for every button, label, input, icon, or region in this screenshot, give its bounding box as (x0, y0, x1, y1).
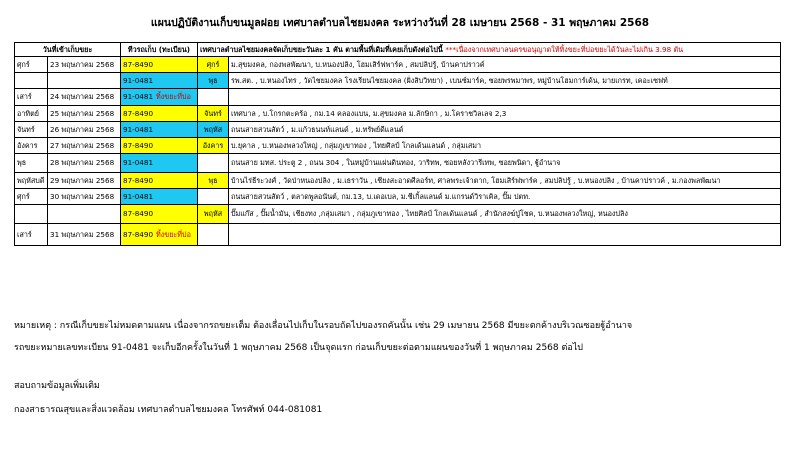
table-row (15, 154, 781, 173)
date-cell: 27 พฤษภาคม 2568 (48, 138, 121, 154)
date-cell: 30 พฤษภาคม 2568 (48, 189, 121, 205)
truck-cell (121, 154, 198, 173)
area-cell (229, 224, 781, 246)
zone-day-cell (198, 89, 229, 106)
truck-plate: 91-0481 (123, 191, 154, 201)
schedule-table (14, 42, 781, 246)
truck-plate: 87-8490 (123, 209, 154, 218)
contact-line: กองสาธารณสุขและสิ่งแวดล้อม เทศบาลตำบลไชยมงคล โทรศัพท์ 044-081081 (14, 405, 323, 415)
zone-day-cell: ศุกร์ (198, 57, 229, 73)
date-cell (48, 73, 121, 89)
date-cell (48, 205, 121, 224)
table-row (15, 57, 781, 73)
table-row (15, 89, 781, 106)
header-area (198, 43, 781, 57)
area-cell: รพ.สต. , บ.หนองไทร , วัดไชยมงคล โรงเรียนไชยมงคล (ฝั่งสิบวิทยา) , เบนซ์มาร์ค, ซอยพรพมาพร, หมู่บ้านโฮมการ์เด้น, มายเกรท, เคอะเซฟท์ (229, 73, 781, 89)
table-header-row (15, 43, 781, 57)
truck-cell (121, 73, 198, 89)
truck-plate: 87-8490 (123, 59, 154, 69)
date-cell: 29 พฤษภาคม 2568 (48, 173, 121, 189)
page-title: แผนปฏิบัติงานเก็บขนมูลฝอย เทศบาลตำบลไชยมงคล ระหว่างวันที่ 28 เมษายน 2568 - 31 พฤษภาคม 2568 (150, 17, 650, 29)
table-row (15, 73, 781, 89)
date-cell: 31 พฤษภาคม 2568 (48, 224, 121, 246)
area-cell: เทศบาล , บ.โกรกตะคร้อ , กม.14 คลองแบน, ม.สุขมงคล ม.ลักษิกา , ม.โคราชวิลเลจ 2,3 (229, 106, 781, 122)
day-cell: พฤหัสบดี (15, 173, 48, 189)
date-cell: 28 พฤษภาคม 2568 (48, 154, 121, 173)
table-row (15, 205, 781, 224)
truck-cell (121, 173, 198, 189)
zone-day-cell (198, 224, 229, 246)
zone-day-cell: อังคาร (198, 138, 229, 154)
header-date: วันที่เข้าเก็บขยะ (15, 43, 121, 57)
day-cell (15, 205, 48, 224)
truck-plate: 91-0481 (123, 92, 154, 101)
truck-dump-note: ทิ้งขยะที่บ่อ (156, 92, 191, 101)
area-cell: ถนนสาย มทส. ประตู 2 , ถนน 304 , ในหมู่บ้านแผ่นดินทอง, วาริทพ, ซอยหลังวารีเทพ, ซอยพนิดา, ฐู้อำนาจ (229, 154, 781, 173)
truck-plate: 91-0481 (123, 75, 154, 85)
table-row (15, 173, 781, 189)
truck-cell (121, 122, 198, 138)
day-cell: ศุกร์ (15, 189, 48, 205)
truck-cell (121, 205, 198, 224)
day-cell: อังคาร (15, 138, 48, 154)
truck-plate: 87-8490 (123, 140, 154, 150)
area-cell: ม.สุขมงคล, กองพลพัฒนา, บ.หนองปลิง, โฮมเสิร์ฟพาร์ค , สมปลิปรู้, บ้านคาปราวค์ (229, 57, 781, 73)
zone-day-cell: พุธ (198, 173, 229, 189)
truck-cell (121, 106, 198, 122)
area-cell (229, 89, 781, 106)
truck-plate: 91-0481 (123, 124, 154, 134)
header-truck: ทีวรถเก็บ (ทะเบียน) (121, 43, 198, 57)
date-cell: 26 พฤษภาคม 2568 (48, 122, 121, 138)
day-cell: พุธ (15, 154, 48, 173)
zone-day-cell (198, 154, 229, 173)
day-cell (15, 73, 48, 89)
contact-heading: สอบถามข้อมูลเพิ่มเติม (14, 381, 100, 391)
table-row (15, 122, 781, 138)
date-cell: 23 พฤษภาคม 2568 (48, 57, 121, 73)
truck-plate: 91-0481 (123, 158, 154, 167)
truck-cell (121, 57, 198, 73)
note-line-2: รถขยะหมายเลขทะเบียน 91-0481 จะเก็บอีกครั้งในวันที่ 1 พฤษภาคม 2568 เป็นจุดแรก ก่อนเก็บขยะต่อตามแผนของวันที่ 1 พฤษภาคม 2568 ต่อไป (14, 343, 583, 353)
table-row (15, 138, 781, 154)
zone-day-cell: พฤหัส (198, 122, 229, 138)
truck-cell (121, 189, 198, 205)
day-cell: จันทร์ (15, 122, 48, 138)
area-cell: ถนนสายสวนสัตว์ , ม.แก้วธนนท์แลนด์ , ม.ทรัพย์ดีแลนด์ (229, 122, 781, 138)
area-cell: บ.ยุคาล , บ.หนองพลวงใหญ่ , กลุ่มภูเขาทอง , ไทยศิลป์ โกลเด้นแลนด์ , กลุ่มเสมา (229, 138, 781, 154)
zone-day-cell: จันทร์ (198, 106, 229, 122)
truck-plate: 87-8490 (123, 229, 154, 239)
truck-cell (121, 224, 198, 246)
day-cell: อาทิตย์ (15, 106, 48, 122)
area-cell: ปั๊มแก๊ส , ปั๊มน้ำมัน, เชียงทง ,กลุ่มเสมา , กลุ่มภูเขาทอง , ไทยศิลป์ โกลเด้นแลนด์ , สำนักสงฆ์ปู่โชค, บ.หนองพลวงใหญ่, หนองปลิง (229, 205, 781, 224)
table-row (15, 189, 781, 205)
zone-day-cell: พฤหัส (198, 205, 229, 224)
truck-dump-note: ทิ้งขยะที่บ่อ (156, 229, 191, 239)
table-row (15, 106, 781, 122)
table-row (15, 224, 781, 246)
note-line-1: หมายเหตุ : กรณีเก็บขยะไม่หมดตามแผน เนื่องจากรถขยะเต็ม ต้องเลื่อนไปเก็บในรอบถัดไปของรถคันนั้น เช่น 29 เมษายน 2568 มีขยะตกค้างบริเวณซอยฐู้อำนาจ (14, 321, 633, 331)
date-cell: 25 พฤษภาคม 2568 (48, 106, 121, 122)
zone-day-cell: พุธ (198, 73, 229, 89)
truck-plate: 87-8490 (123, 175, 154, 185)
truck-plate: 87-8490 (123, 108, 154, 118)
day-cell: เสาร์ (15, 89, 48, 106)
area-cell: ถนนสายสวนสัตว์ , ตลาดพูลอนันต์, กม.13, บ.เดอเบล, ม.ชีเกิ้ลแลนด์ ม.แกรนด์วิราเคิล, ปั๊ม ปตท. (229, 189, 781, 205)
zone-day-cell (198, 189, 229, 205)
header-area-warning: ***เนื่องจากเทศบาลนครขอนุญาตให้ทิ้งขยะที่บ่อขยะได้วันละไม่เกิน 3.98 ตัน (445, 44, 684, 54)
header-area-text: เทศบาลตำบลไชยมงคลจัดเก็บขยะวันละ 1 คัน ตามพื้นที่เดิมที่เคยเก็บดังต่อไปนี้ (200, 44, 443, 54)
day-cell: เสาร์ (15, 224, 48, 246)
truck-cell (121, 89, 198, 106)
day-cell: ศุกร์ (15, 57, 48, 73)
date-cell: 24 พฤษภาคม 2568 (48, 89, 121, 106)
area-cell: บ้านไร่ธีระวงศ์ , วัดป่าหนองปลิง , ม.เธราวัน , เชียงสะอาดศีลอร์ท, ศาลพระเจ้าตาก, โฮมเสิร์ฟพาร์ค , สมปลิปรู้ , บ.หนองปลิง , บ้านคาปราวค์ , ม.กองพลพัฒนา (229, 173, 781, 189)
truck-cell (121, 138, 198, 154)
